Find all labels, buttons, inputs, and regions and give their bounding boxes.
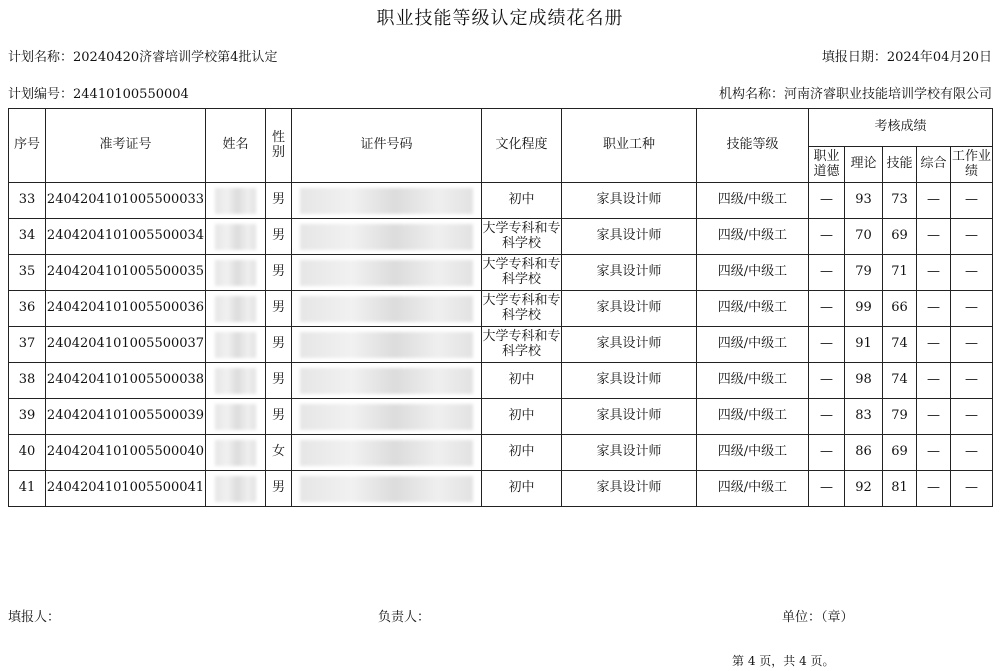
unit-seal-label: 单位：（章）	[782, 610, 854, 625]
header-gender: 性别	[266, 109, 292, 183]
cell-name-redacted	[206, 327, 266, 363]
table-row	[9, 327, 993, 363]
page-indicator: 第 4 页，共 4 页。	[732, 654, 835, 668]
header-skill-level: 技能等级	[697, 109, 809, 183]
redacted-name	[215, 440, 256, 466]
cell-work: —	[951, 291, 993, 327]
table-row	[9, 291, 993, 327]
redacted-name	[215, 476, 256, 502]
cell-gender: 男	[266, 363, 292, 399]
plan-name	[8, 46, 277, 65]
cell-skill: 66	[883, 291, 917, 327]
cell-occupation: 家具设计师	[562, 183, 697, 219]
cell-overall: —	[917, 255, 951, 291]
cell-occupation: 家具设计师	[562, 471, 697, 507]
plan-number-value: 24410100550004	[73, 87, 189, 102]
cell-seq: 36	[9, 291, 46, 327]
redacted-id	[300, 368, 474, 394]
redacted-id	[300, 440, 474, 466]
fill-date-value: 2024年04月20日	[886, 50, 992, 65]
plan-name-value: 20240420济睿培训学校第4批认定	[73, 50, 278, 65]
cell-gender: 女	[266, 435, 292, 471]
cell-work: —	[951, 471, 993, 507]
cell-id-redacted	[292, 255, 482, 291]
cell-ethics: —	[809, 363, 845, 399]
cell-skill-level: 四级/中级工	[697, 255, 809, 291]
cell-theory: 70	[845, 219, 883, 255]
header-assessment-scores: 考核成绩	[809, 109, 993, 147]
cell-name-redacted	[206, 219, 266, 255]
cell-education: 初中	[482, 363, 562, 399]
cell-id-redacted	[292, 471, 482, 507]
cell-ethics: —	[809, 471, 845, 507]
cell-theory: 92	[845, 471, 883, 507]
cell-skill: 71	[883, 255, 917, 291]
redacted-id	[300, 404, 474, 430]
cell-ticket: 2404204101005500036	[46, 291, 206, 327]
cell-overall: —	[917, 219, 951, 255]
cell-ethics: —	[809, 219, 845, 255]
plan-number	[8, 83, 189, 102]
cell-skill: 69	[883, 435, 917, 471]
redacted-id	[300, 224, 474, 250]
header-ticket: 准考证号	[46, 109, 206, 183]
redacted-id	[300, 260, 474, 286]
cell-ticket: 2404204101005500034	[46, 219, 206, 255]
cell-seq: 41	[9, 471, 46, 507]
cell-name-redacted	[206, 363, 266, 399]
cell-gender: 男	[266, 327, 292, 363]
cell-ethics: —	[809, 183, 845, 219]
cell-work: —	[951, 363, 993, 399]
cell-seq: 35	[9, 255, 46, 291]
header-work-performance: 工作业绩	[951, 147, 993, 183]
filler-label: 填报人：	[8, 610, 61, 625]
cell-education: 大学专科和专科学校	[482, 255, 562, 291]
cell-education: 大学专科和专科学校	[482, 219, 562, 255]
cell-occupation: 家具设计师	[562, 399, 697, 435]
table-row	[9, 183, 993, 219]
cell-ethics: —	[809, 255, 845, 291]
cell-seq: 34	[9, 219, 46, 255]
cell-gender: 男	[266, 399, 292, 435]
cell-id-redacted	[292, 183, 482, 219]
cell-ticket: 2404204101005500041	[46, 471, 206, 507]
cell-gender: 男	[266, 291, 292, 327]
cell-skill: 81	[883, 471, 917, 507]
cell-id-redacted	[292, 399, 482, 435]
redacted-id	[300, 188, 474, 214]
cell-theory: 79	[845, 255, 883, 291]
plan-number-label: 计划编号：	[8, 87, 74, 102]
cell-name-redacted	[206, 183, 266, 219]
cell-theory: 99	[845, 291, 883, 327]
cell-occupation: 家具设计师	[562, 435, 697, 471]
header-name: 姓名	[206, 109, 266, 183]
cell-ticket: 2404204101005500039	[46, 399, 206, 435]
header-skill: 技能	[883, 147, 917, 183]
cell-name-redacted	[206, 255, 266, 291]
cell-id-redacted	[292, 327, 482, 363]
redacted-id	[300, 296, 474, 322]
cell-education: 初中	[482, 183, 562, 219]
cell-overall: —	[917, 363, 951, 399]
redacted-name	[215, 224, 256, 250]
cell-ticket: 2404204101005500040	[46, 435, 206, 471]
organization	[719, 83, 992, 102]
cell-id-redacted	[292, 219, 482, 255]
redacted-name	[215, 296, 256, 322]
cell-overall: —	[917, 183, 951, 219]
header-overall: 综合	[917, 147, 951, 183]
cell-skill-level: 四级/中级工	[697, 363, 809, 399]
redacted-name	[215, 188, 256, 214]
cell-skill-level: 四级/中级工	[697, 183, 809, 219]
cell-education: 初中	[482, 399, 562, 435]
responsible-label: 负责人：	[378, 610, 431, 625]
cell-skill: 74	[883, 327, 917, 363]
cell-name-redacted	[206, 471, 266, 507]
cell-theory: 83	[845, 399, 883, 435]
cell-ticket: 2404204101005500037	[46, 327, 206, 363]
cell-gender: 男	[266, 255, 292, 291]
table-row	[9, 255, 993, 291]
cell-ticket: 2404204101005500033	[46, 183, 206, 219]
table-row	[9, 399, 993, 435]
cell-education: 初中	[482, 471, 562, 507]
cell-work: —	[951, 183, 993, 219]
cell-seq: 33	[9, 183, 46, 219]
cell-gender: 男	[266, 219, 292, 255]
cell-seq: 40	[9, 435, 46, 471]
redacted-name	[215, 260, 256, 286]
cell-skill-level: 四级/中级工	[697, 471, 809, 507]
cell-name-redacted	[206, 399, 266, 435]
cell-overall: —	[917, 399, 951, 435]
cell-skill-level: 四级/中级工	[697, 219, 809, 255]
cell-work: —	[951, 219, 993, 255]
cell-ticket: 2404204101005500035	[46, 255, 206, 291]
fill-date	[822, 46, 992, 65]
cell-work: —	[951, 255, 993, 291]
redacted-id	[300, 476, 474, 502]
table-row	[9, 363, 993, 399]
cell-skill: 73	[883, 183, 917, 219]
cell-gender: 男	[266, 471, 292, 507]
table-row	[9, 219, 993, 255]
redacted-name	[215, 332, 256, 358]
table-row	[9, 435, 993, 471]
cell-skill-level: 四级/中级工	[697, 327, 809, 363]
organization-label: 机构名称：	[718, 87, 784, 102]
cell-overall: —	[917, 291, 951, 327]
cell-education: 大学专科和专科学校	[482, 327, 562, 363]
score-roster-table	[8, 108, 993, 507]
cell-id-redacted	[292, 435, 482, 471]
cell-overall: —	[917, 327, 951, 363]
cell-skill-level: 四级/中级工	[697, 435, 809, 471]
cell-seq: 37	[9, 327, 46, 363]
cell-seq: 39	[9, 399, 46, 435]
header-seq: 序号	[9, 109, 46, 183]
cell-theory: 93	[845, 183, 883, 219]
cell-skill-level: 四级/中级工	[697, 291, 809, 327]
cell-skill: 69	[883, 219, 917, 255]
table-row	[9, 471, 993, 507]
cell-id-redacted	[292, 363, 482, 399]
cell-name-redacted	[206, 435, 266, 471]
cell-work: —	[951, 327, 993, 363]
header-ethics: 职业道德	[809, 147, 845, 183]
cell-ethics: —	[809, 327, 845, 363]
header-row	[9, 109, 993, 147]
cell-occupation: 家具设计师	[562, 219, 697, 255]
cell-name-redacted	[206, 291, 266, 327]
header-education: 文化程度	[482, 109, 562, 183]
cell-id-redacted	[292, 291, 482, 327]
cell-ethics: —	[809, 399, 845, 435]
cell-occupation: 家具设计师	[562, 363, 697, 399]
cell-overall: —	[917, 471, 951, 507]
plan-name-label: 计划名称：	[8, 50, 74, 65]
page-title: 职业技能等级认定成绩花名册	[376, 8, 624, 29]
cell-occupation: 家具设计师	[562, 291, 697, 327]
cell-skill: 79	[883, 399, 917, 435]
cell-education: 初中	[482, 435, 562, 471]
cell-ethics: —	[809, 435, 845, 471]
cell-education: 大学专科和专科学校	[482, 291, 562, 327]
cell-theory: 86	[845, 435, 883, 471]
redacted-id	[300, 332, 474, 358]
cell-ethics: —	[809, 291, 845, 327]
cell-theory: 91	[845, 327, 883, 363]
header-theory: 理论	[845, 147, 883, 183]
cell-gender: 男	[266, 183, 292, 219]
cell-occupation: 家具设计师	[562, 255, 697, 291]
cell-seq: 38	[9, 363, 46, 399]
cell-ticket: 2404204101005500038	[46, 363, 206, 399]
cell-skill: 74	[883, 363, 917, 399]
redacted-name	[215, 368, 256, 394]
redacted-name	[215, 404, 256, 430]
cell-work: —	[951, 399, 993, 435]
cell-skill-level: 四级/中级工	[697, 399, 809, 435]
cell-overall: —	[917, 435, 951, 471]
organization-value: 河南济睿职业技能培训学校有限公司	[783, 87, 992, 102]
cell-occupation: 家具设计师	[562, 327, 697, 363]
fill-date-label: 填报日期：	[821, 50, 887, 65]
header-occupation: 职业工种	[562, 109, 697, 183]
cell-work: —	[951, 435, 993, 471]
cell-theory: 98	[845, 363, 883, 399]
header-id: 证件号码	[292, 109, 482, 183]
